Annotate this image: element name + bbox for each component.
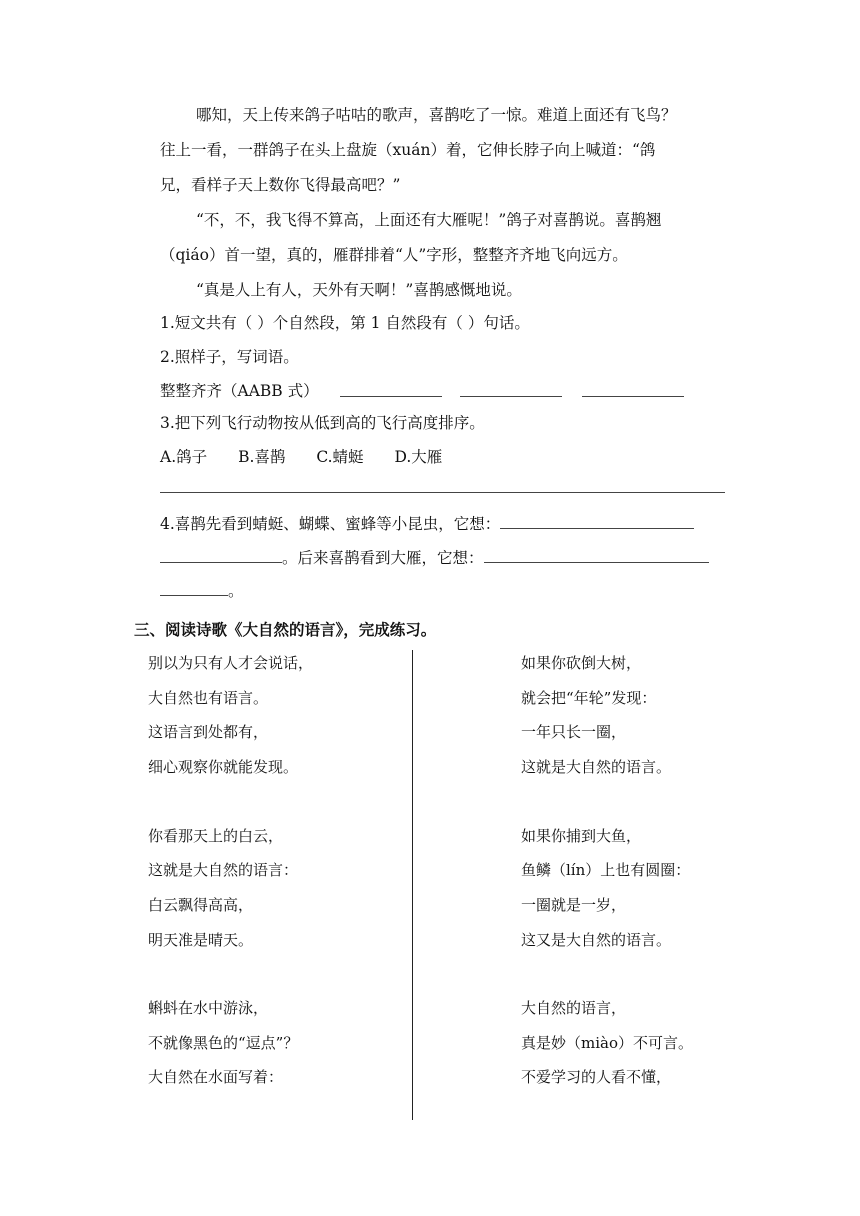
poem-line: 这就是大自然的语言：	[148, 861, 299, 879]
poem-line: 真是妙（miào）不可言。	[521, 1034, 693, 1052]
passage-line: “真是人上有人，天外有天啊！”喜鹊感慨地说。	[196, 281, 522, 299]
section-heading: 三、阅读诗歌《大自然的语言》，完成练习。	[134, 621, 437, 639]
column-divider	[412, 650, 413, 1120]
poem-line: 不就像黑色的“逗点”？	[148, 1034, 299, 1052]
poem-line: 这就是大自然的语言。	[521, 758, 672, 776]
question-4-line-2	[160, 548, 709, 568]
answer-blank[interactable]	[484, 548, 709, 563]
poem-line: 大自然在水面写着：	[148, 1068, 284, 1086]
poem-line: 这又是大自然的语言。	[521, 931, 672, 949]
poem-line: 如果你砍倒大树，	[521, 654, 642, 672]
poem-line: 一年只长一圈，	[521, 723, 627, 741]
option-b: B.喜鹊	[238, 448, 286, 466]
question-4	[160, 514, 694, 534]
option-c: C.蜻蜓	[316, 448, 364, 466]
poem-line: 不爱学习的人看不懂，	[521, 1068, 672, 1086]
poem-line: 别以为只有人才会说话，	[148, 654, 314, 672]
passage-line: （qiáo）首一望，真的，雁群排着“人”字形，整整齐齐地飞向远方。	[160, 246, 628, 264]
question-4-line-3	[160, 581, 244, 601]
answer-blank[interactable]	[460, 382, 562, 397]
poem-line: 大自然的语言，	[521, 999, 627, 1017]
passage-line: 哪知，天上传来鸽子咕咕的歌声，喜鹊吃了一惊。难道上面还有飞鸟？	[196, 106, 677, 124]
poem-line: 大自然也有语言。	[148, 689, 269, 707]
question-2-example	[160, 381, 319, 401]
poem-line: 明天准是晴天。	[148, 931, 254, 949]
question-3: 3.把下列飞行动物按从低到高的飞行高度排序。	[160, 414, 485, 432]
answer-blank[interactable]	[160, 548, 282, 563]
poem-line: 就会把“年轮”发现：	[521, 689, 657, 707]
poem-line: 蝌蚪在水中游泳，	[148, 999, 269, 1017]
answer-blank[interactable]	[582, 382, 684, 397]
poem-line: 这语言到处都有，	[148, 723, 269, 741]
option-d: D.大雁	[394, 448, 443, 466]
answer-blank[interactable]	[340, 382, 442, 397]
answer-blank[interactable]	[500, 514, 694, 529]
example-word: 整整齐齐（AABB 式）	[160, 382, 319, 400]
answer-blank[interactable]	[160, 581, 228, 596]
question-3-options	[160, 447, 468, 467]
question-4-text-2: 。后来喜鹊看到大雁，它想：	[282, 549, 484, 567]
passage-line: 兄，看样子天上数你飞得最高吧？”	[160, 176, 401, 194]
poem-line: 一圈就是一岁，	[521, 896, 627, 914]
passage-line: “不，不，我飞得不算高，上面还有大雁呢！”鸽子对喜鹊说。喜鹊翘	[196, 211, 662, 229]
question-2: 2.照样子，写词语。	[160, 348, 299, 366]
option-a: A.鸽子	[160, 448, 208, 466]
question-4-end: 。	[228, 582, 244, 600]
poem-line: 鱼鳞（lín）上也有圆圈：	[521, 861, 691, 879]
passage-line: 往上一看，一群鸽子在头上盘旋（xuán）着，它伸长脖子向上喊道：“鸽	[160, 141, 656, 159]
poem-line: 细心观察你就能发现。	[148, 758, 299, 776]
poem-line: 你看那天上的白云，	[148, 827, 284, 845]
poem-line: 白云飘得高高，	[148, 896, 254, 914]
question-4-text: 4.喜鹊先看到蜻蜓、蝴蝶、蜜蜂等小昆虫，它想：	[160, 515, 501, 533]
poem-line: 如果你捕到大鱼，	[521, 827, 642, 845]
question-1: 1.短文共有（ ）个自然段，第 1 自然段有（ ）句话。	[160, 314, 530, 332]
answer-line[interactable]	[160, 492, 725, 493]
